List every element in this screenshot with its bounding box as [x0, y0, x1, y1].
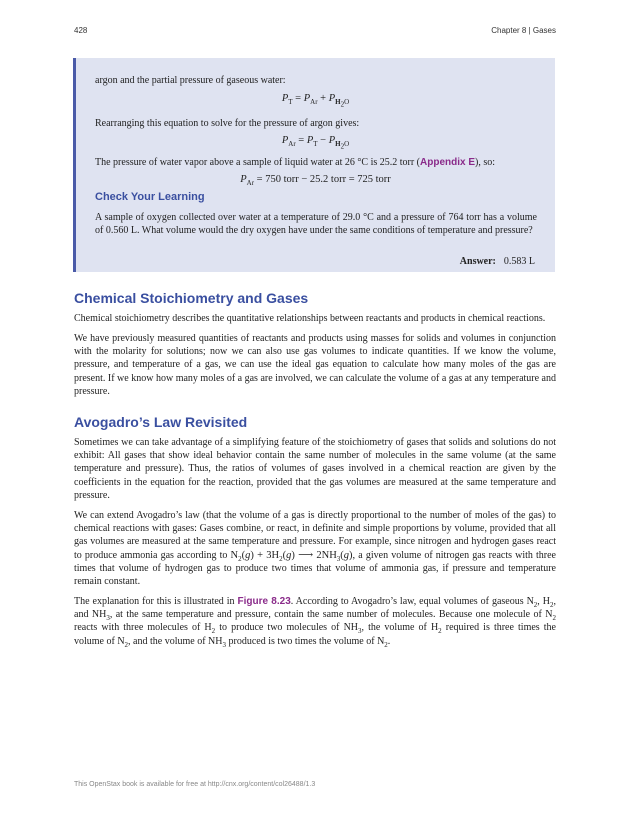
example-intro: argon and the partial pressure of gaseous water: — [95, 75, 286, 86]
paragraph: We can extend Avogadro’s law (that the volume of a gas is directly proportional to the number of moles of the gas) to chemical reactions with gases: Gases combine, or react, in definite and simple proportions by volume, provided that all gas volumes are measured at the same temperature and pressure. For example, since nitrogen and hydrogen gases react to produce ammonia gas according to $N_2(g) + 3H_2(g)$ ⟶ $2NH_3(g)$, a given volume of nitrogen gas reacts with three times that volume of hydrogen gas to produce two times that volume of ammonia gas, if pressure and temperature remain constant. — [74, 510, 556, 588]
section-title-avogadro: Avogadro’s Law Revisited — [74, 414, 248, 430]
example-rearrange: Rearranging this equation to solve for the pressure of argon gives: — [95, 118, 360, 129]
example-box — [73, 58, 555, 272]
figure-8-23-link[interactable]: Figure 8.23 — [237, 596, 291, 607]
paragraph: Sometimes we can take advantage of a simplifying feature of the stoichiometry of gases that solids and solutions do not exhibit: All gases that show ideal behavior contain the same number of molecules in the same volume (at the same temperature and pressure). Thus, the ratios of volumes of gases involved in a chemical reaction are given by the coefficients in the equation for the reaction, provided that the gas volumes are measured at the same temperature and pressure. — [74, 437, 556, 501]
reaction-equation: $N_2(g) + 3H_2(g)$ ⟶ $2NH_3(g)$, — [230, 549, 356, 563]
answer-line: Answer: 0.583 L — [459, 256, 535, 267]
check-your-learning-text: A sample of oxygen collected over water at a temperature of 29.0 °C and a pressure of 764 torr has a volume of 0.560 L. What volume would the dry oxygen have under the same conditions of temperature and pressure? — [95, 212, 537, 236]
equation-total-pressure: $P_T = P_{Ar} + P_{H_2O}$ — [281, 93, 350, 109]
footer-note: This OpenStax book is available for free at http://cnx.org/content/col26488/1.3 — [74, 781, 316, 788]
paragraph: We have previously measured quantities of reactants and products using masses for solids and volumes in conjunction with the molarity for solutions; now we can also use gas volumes to indicate quantities. If we know the volume, pressure, and temperature of a gas, we can use the ideal gas equation to calculate how many moles of the gas are present. If we know how many moles of a gas are involved, we can calculate the volume of a gas at any temperature and pressure. — [74, 333, 556, 397]
page-number: 428 — [74, 26, 88, 35]
appendix-e-link[interactable]: Appendix E — [420, 157, 476, 168]
equation-argon-pressure: $P_{Ar} = P_T - P_{H_2O}$ — [281, 135, 350, 151]
paragraph: The explanation for this is illustrated in Figure 8.23. According to Avogadro’s law, equal volumes of gaseous $N_2$, $H_2$, and $NH_3$, at the same temperature and pressure, contain the same number of molecules. Because one molecule of $N_2$ reacts with three molecules of $H_2$ to produce two molecules of $NH_3$, the volume of $H_2$ required is three times the volume of $N_2$, and the volume of $NH_3$ produced is two times the volume of $N_2$. — [74, 596, 557, 649]
paragraph: Chemical stoichiometry describes the quantitative relationships between reactants and products in chemical reactions. — [74, 313, 546, 324]
check-your-learning-heading: Check Your Learning — [95, 191, 205, 203]
equation-argon-result: $P_{Ar} = 750$ torr − 25.2 torr = 725 torr — [240, 174, 391, 188]
chapter-header: Chapter 8 | Gases — [491, 26, 556, 35]
section-title-stoichiometry: Chemical Stoichiometry and Gases — [74, 290, 309, 306]
example-vapor-text: The pressure of water vapor above a sample of liquid water at 26 °C is 25.2 torr (Appendix E), so: — [95, 157, 496, 168]
